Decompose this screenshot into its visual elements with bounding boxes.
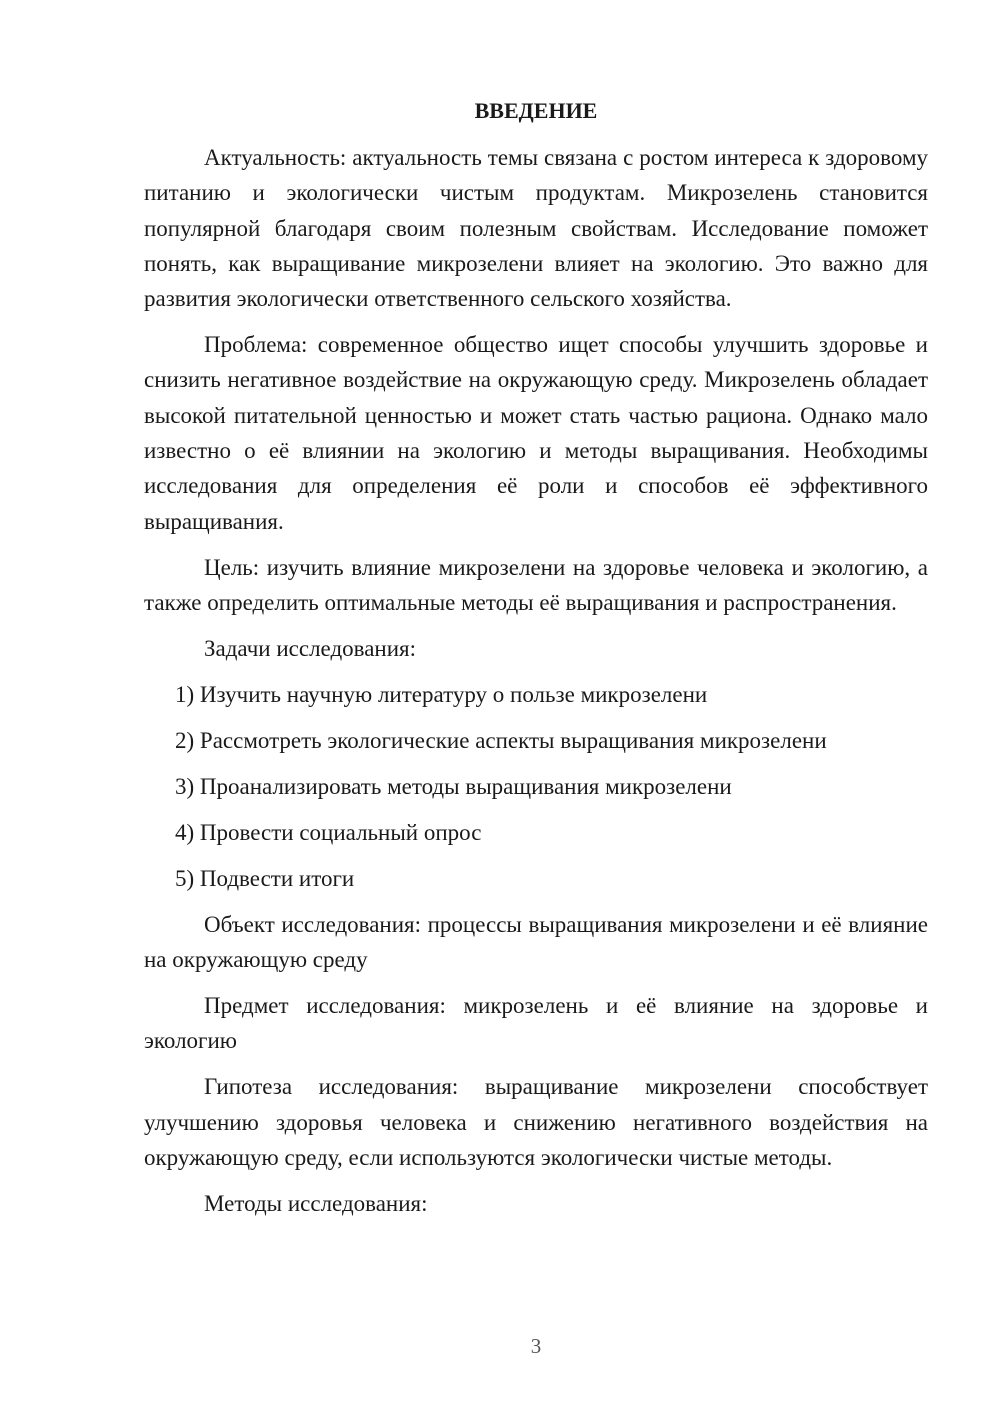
page-title: ВВЕДЕНИЕ	[474, 98, 598, 123]
object-paragraph: Объект исследования: процессы выращивания микрозелени и её влияние на окружающую среду	[144, 911, 928, 973]
goal-paragraph: Цель: изучить влияние микрозелени на здоровье человека и экологию, а также определить оптимальные методы её выращивания и распространения.	[144, 554, 928, 615]
list-item: 4) Провести социальный опрос	[175, 819, 482, 845]
tasks-list	[144, 677, 928, 896]
list-item: 5) Подвести итоги	[175, 865, 355, 891]
methods-heading: Методы исследования:	[204, 1190, 428, 1216]
problem-paragraph: Проблема: современное общество ищет способы улучшить здоровье и снизить негативное воздействие на окружающую среду. Микрозелень обладает высокой питательной ценностью и может стать частью рациона. Однако мало известно о её влиянии на экологию и методы выращивания. Необходимы исследования для определения её роли и способов её эффективного выращивания.	[144, 332, 928, 534]
list-item: 3) Проанализировать методы выращивания микрозелени	[175, 773, 732, 799]
hypothesis-paragraph: Гипотеза исследования: выращивание микрозелени способствует улучшению здоровья человека и снижению негативного воздействия на окружающую среду, если используются экологически чистые методы.	[144, 1074, 928, 1170]
page-content	[144, 94, 928, 1232]
subject-paragraph: Предмет исследования: микрозелень и её влияние на здоровье и экологию	[144, 993, 928, 1054]
list-item: 1) Изучить научную литературу о пользе микрозелени	[175, 681, 708, 707]
relevance-paragraph: Актуальность: актуальность темы связана с ростом интереса к здоровому питанию и экологически чистым продуктам. Микрозелень становится популярной благодаря своим полезным свойствам. Исследование поможет понять, как выращивание микрозелени влияет на экологию. Это важно для развития экологически ответственного сельского хозяйства.	[144, 145, 928, 312]
tasks-heading: Задачи исследования:	[204, 635, 417, 661]
page-number: 3	[530, 1334, 542, 1358]
list-item: 2) Рассмотреть экологические аспекты выращивания микрозелени	[175, 727, 827, 753]
